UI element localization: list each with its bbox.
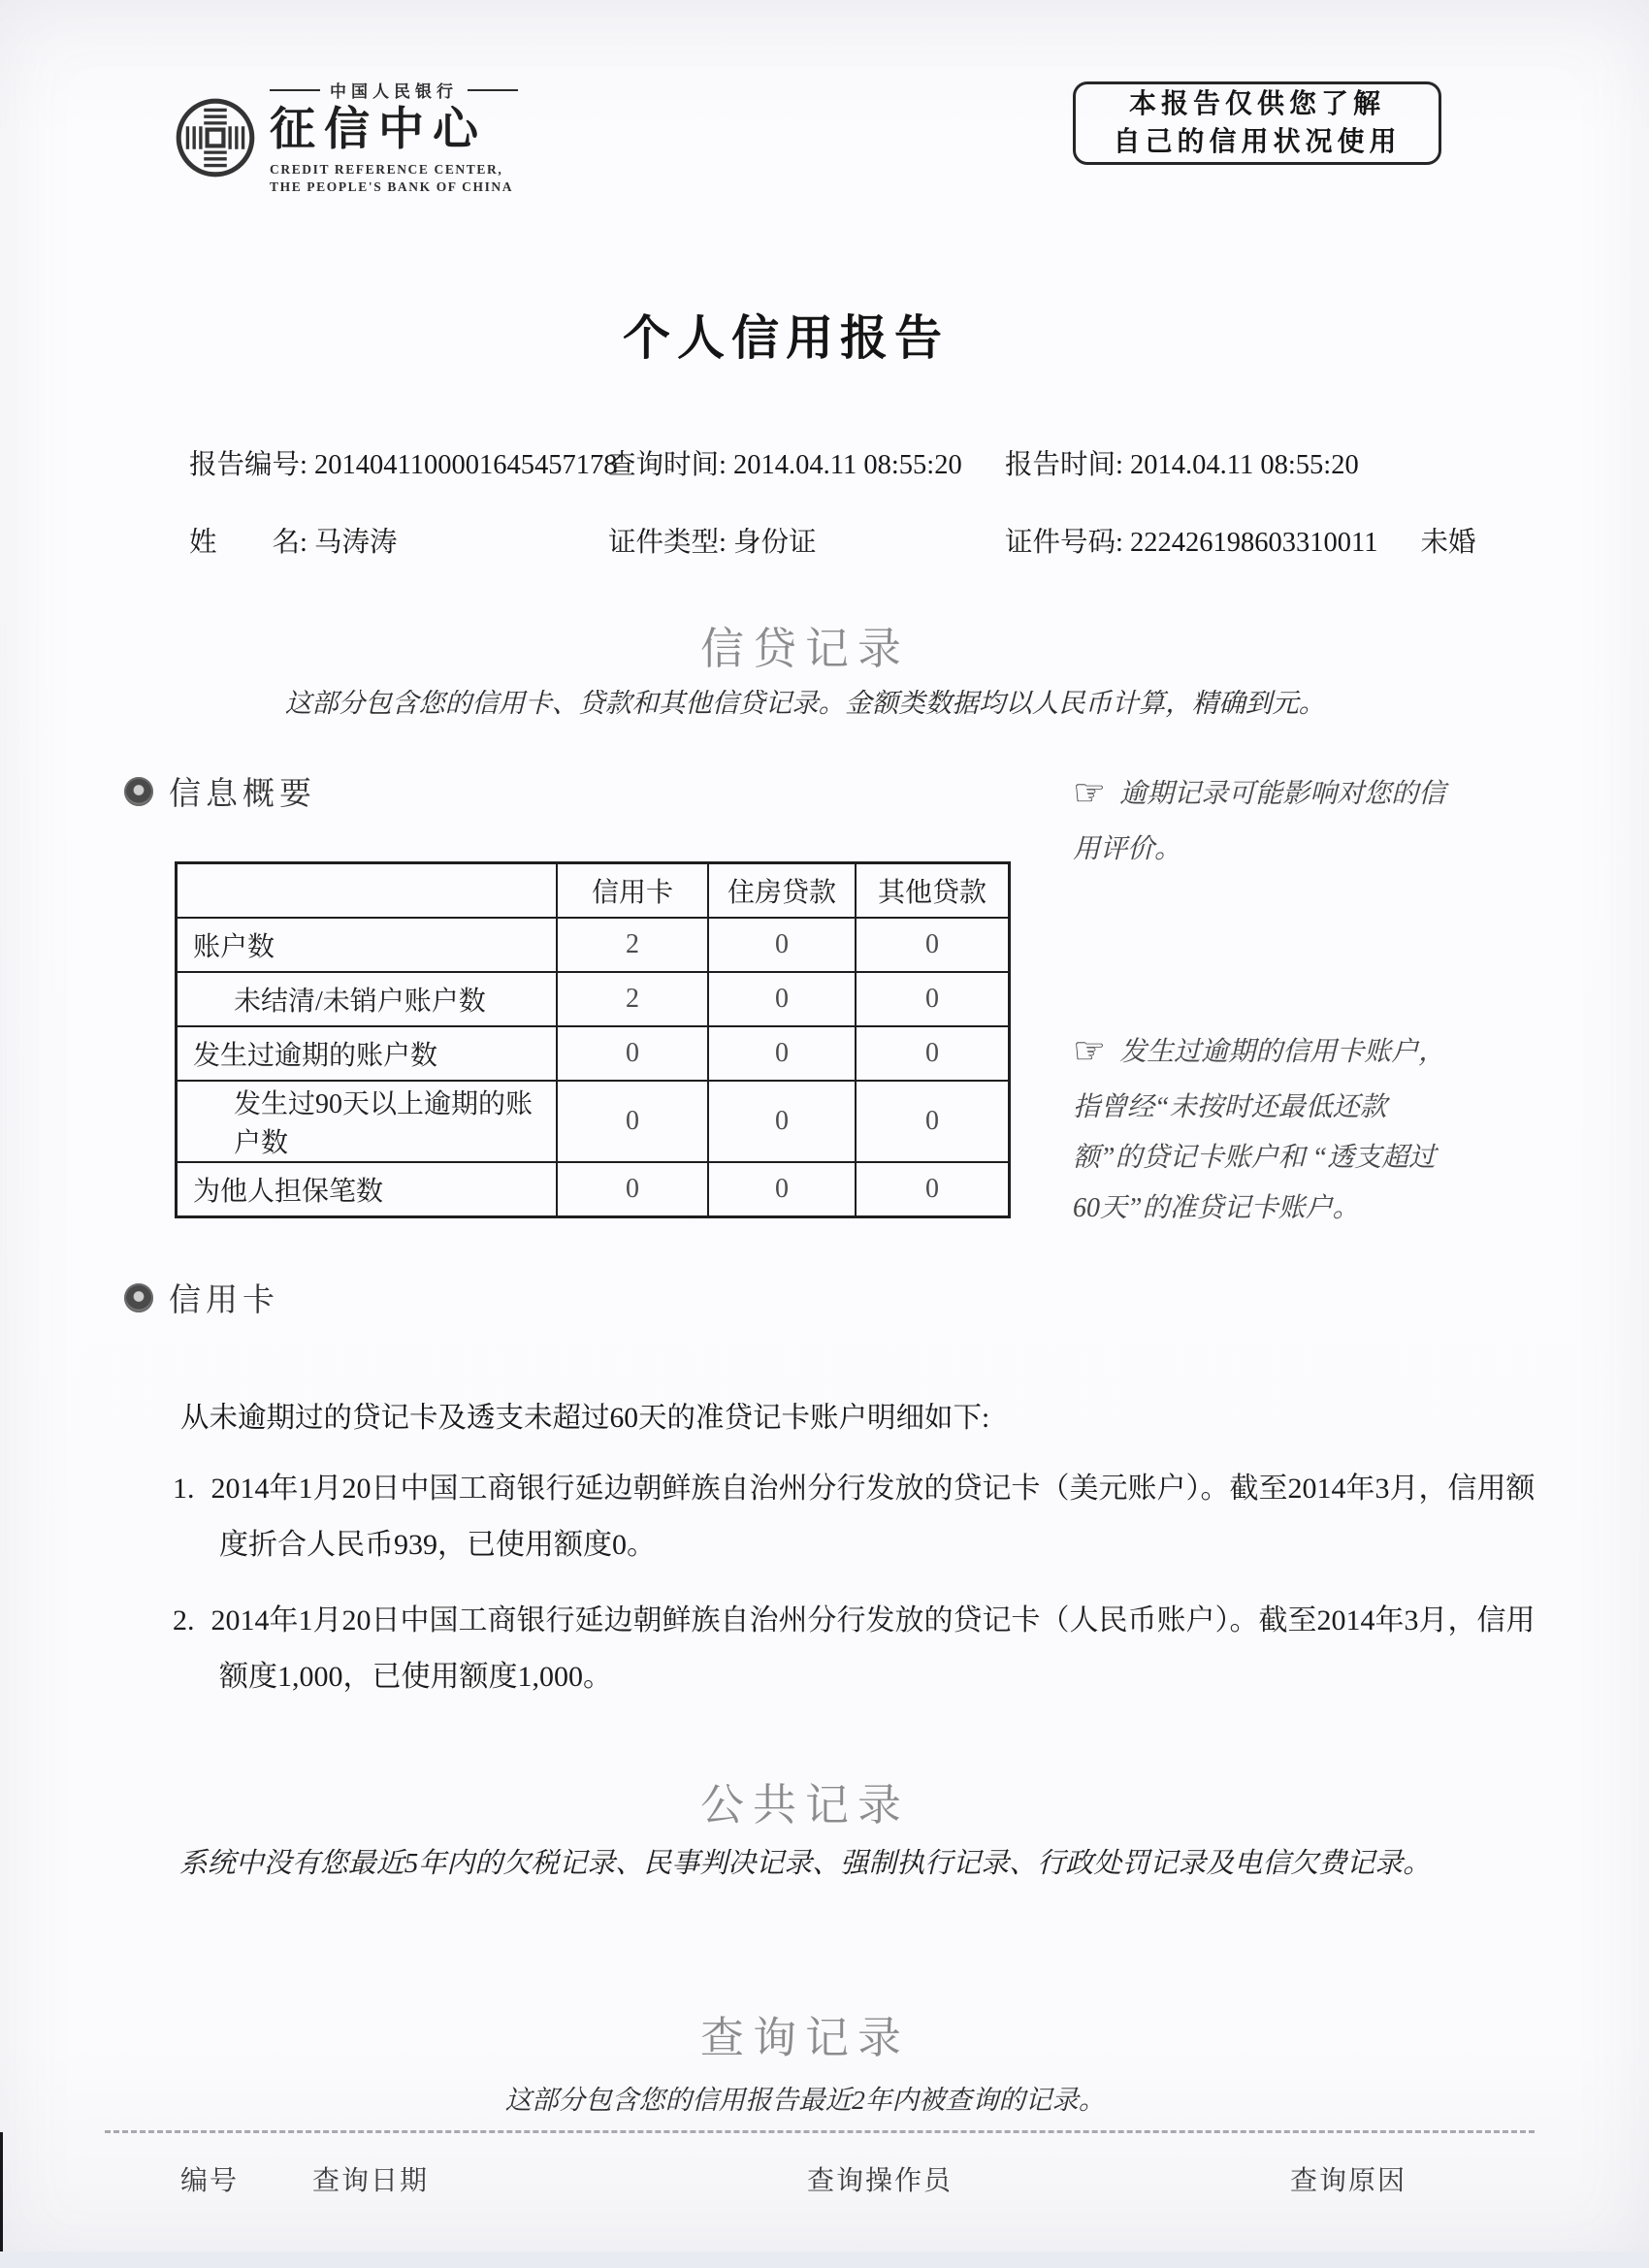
- credit-section-title: 信贷记录: [699, 624, 910, 673]
- scan-edge-artifact: [0, 2132, 3, 2252]
- cell-value: 0: [856, 1026, 1010, 1081]
- table-row: [177, 1162, 1010, 1217]
- cell-value: 0: [557, 1162, 708, 1217]
- cell-value: 0: [856, 972, 1010, 1026]
- credit-card-items: [173, 1461, 1550, 1725]
- decorative-rule-left: [270, 89, 320, 91]
- usage-notice-box: [1073, 81, 1441, 165]
- section-bullet-icon: [124, 1283, 153, 1312]
- col-other-loan: 其他贷款: [856, 863, 1010, 919]
- query-time: 查询时间: 2014.04.11 08:55:20: [608, 450, 962, 480]
- notice-line2: 自己的信用状况使用: [1113, 126, 1402, 156]
- bank-name: 中国人民银行: [330, 82, 458, 101]
- query-col-operator: 查询操作员: [807, 2165, 954, 2195]
- item-number: 2.: [173, 1604, 195, 1637]
- item-text: 2014年1月20日中国工商银行延边朝鲜族自治州分行发放的贷记卡（人民币账户）。截至2014年3月，信用额度1,000，已使用额度1,000。: [210, 1604, 1536, 1693]
- cell-value: 0: [856, 918, 1010, 972]
- org-en-line1: CREDIT REFERENCE CENTER,: [270, 162, 503, 177]
- credit-card-heading-label: 信用卡: [169, 1281, 279, 1317]
- cell-value: 2: [557, 918, 708, 972]
- query-col-date: 查询日期: [312, 2165, 430, 2195]
- id-number: 证件号码: 222426198603310011: [1005, 528, 1378, 558]
- row-label: 为他人担保笔数: [177, 1162, 558, 1217]
- credit-card-heading: [124, 1275, 279, 1320]
- summary-table: [175, 861, 1011, 1218]
- row-label: 发生过90天以上逾期的账户数: [177, 1081, 558, 1162]
- row-label: 未结清/未销户账户数: [177, 972, 558, 1026]
- cell-value: 2: [557, 972, 708, 1026]
- overdue-definition-text: 发生过逾期的信用卡账户，指曾经“未按时还最低还款额”的贷记卡账户和 “透支超过60天”的准贷记卡账户。: [1073, 1037, 1446, 1223]
- overdue-definition-note: [1073, 1015, 1449, 1234]
- org-name-english: [270, 161, 580, 196]
- row-label: 账户数: [177, 918, 558, 972]
- credit-card-intro: 从未逾期过的贷记卡及透支未超过60天的准贷记卡账户明细如下:: [180, 1403, 990, 1434]
- list-item: [173, 1461, 1550, 1572]
- report-time: 报告时间: 2014.04.11 08:55:20: [1005, 450, 1359, 480]
- bank-name-line: [270, 78, 580, 102]
- cell-value: 0: [856, 1162, 1010, 1217]
- scanner-background-strip: [0, 2252, 1649, 2268]
- pointing-hand-icon: ☞: [1073, 1031, 1107, 1072]
- notice-line1: 本报告仅供您了解: [1128, 88, 1385, 119]
- cell-value: 0: [708, 1162, 856, 1217]
- item-text: 2014年1月20日中国工商银行延边朝鲜族自治州分行发放的贷记卡（美元账户）。截至2014年3月，信用额度折合人民币939，已使用额度0。: [210, 1473, 1536, 1561]
- summary-heading: [124, 768, 316, 814]
- cell-value: 0: [708, 918, 856, 972]
- pboc-coin-icon: [175, 97, 256, 178]
- credit-section-subtitle: 这部分包含您的信用卡、贷款和其他信贷记录。金额类数据均以人民币计算，精确到元。: [284, 688, 1326, 718]
- list-item: [173, 1593, 1550, 1704]
- overdue-note-text: 逾期记录可能影响对您的信用评价。: [1073, 779, 1446, 865]
- table-header-row: [177, 863, 1010, 919]
- summary-heading-label: 信息概要: [169, 775, 316, 811]
- query-records-title: 查询记录: [699, 2013, 910, 2062]
- cell-value: 0: [557, 1081, 708, 1162]
- col-housing-loan: 住房贷款: [708, 863, 856, 919]
- pboc-logo: [175, 78, 582, 204]
- query-col-number: 编号: [180, 2165, 240, 2195]
- marital-status: 未婚: [1420, 528, 1476, 558]
- section-bullet-icon: [124, 777, 153, 806]
- id-type: 证件类型: 身份证: [608, 528, 817, 558]
- row-label: 发生过逾期的账户数: [177, 1026, 558, 1081]
- table-row: [177, 972, 1010, 1026]
- cell-value: 0: [708, 1081, 856, 1162]
- query-table-separator: [105, 2130, 1535, 2133]
- query-records-subtitle: 这部分包含您的信用报告最近2年内被查询的记录。: [504, 2085, 1106, 2115]
- decorative-rule-right: [468, 89, 518, 91]
- logo-text-block: [270, 78, 580, 196]
- overdue-note: [1073, 757, 1449, 875]
- cell-value: 0: [557, 1026, 708, 1081]
- public-records-title: 公共记录: [699, 1780, 910, 1830]
- cell-value: 0: [856, 1081, 1010, 1162]
- empty-header-cell: [177, 863, 558, 919]
- person-name: 姓 名: 马涛涛: [189, 528, 398, 558]
- pointing-hand-icon: ☞: [1073, 773, 1107, 814]
- cell-value: 0: [708, 1026, 856, 1081]
- table-row: [177, 1026, 1010, 1081]
- page-title: 个人信用报告: [622, 312, 949, 365]
- item-number: 1.: [173, 1473, 195, 1505]
- public-records-text: 系统中没有您最近5年内的欠税记录、民事判决记录、强制执行记录、行政处罚记录及电信欠费记录。: [178, 1848, 1432, 1879]
- table-row: [177, 918, 1010, 972]
- org-en-line2: THE PEOPLE'S BANK OF CHINA: [270, 179, 514, 195]
- report-number: 报告编号: 2014041100001645457178: [189, 450, 618, 480]
- query-col-reason: 查询原因: [1290, 2165, 1407, 2195]
- id-number-line: [1005, 520, 1476, 560]
- cell-value: 0: [708, 972, 856, 1026]
- table-row: [177, 1081, 1010, 1162]
- col-credit-card: 信用卡: [557, 863, 708, 919]
- org-name: 征信中心: [270, 103, 487, 154]
